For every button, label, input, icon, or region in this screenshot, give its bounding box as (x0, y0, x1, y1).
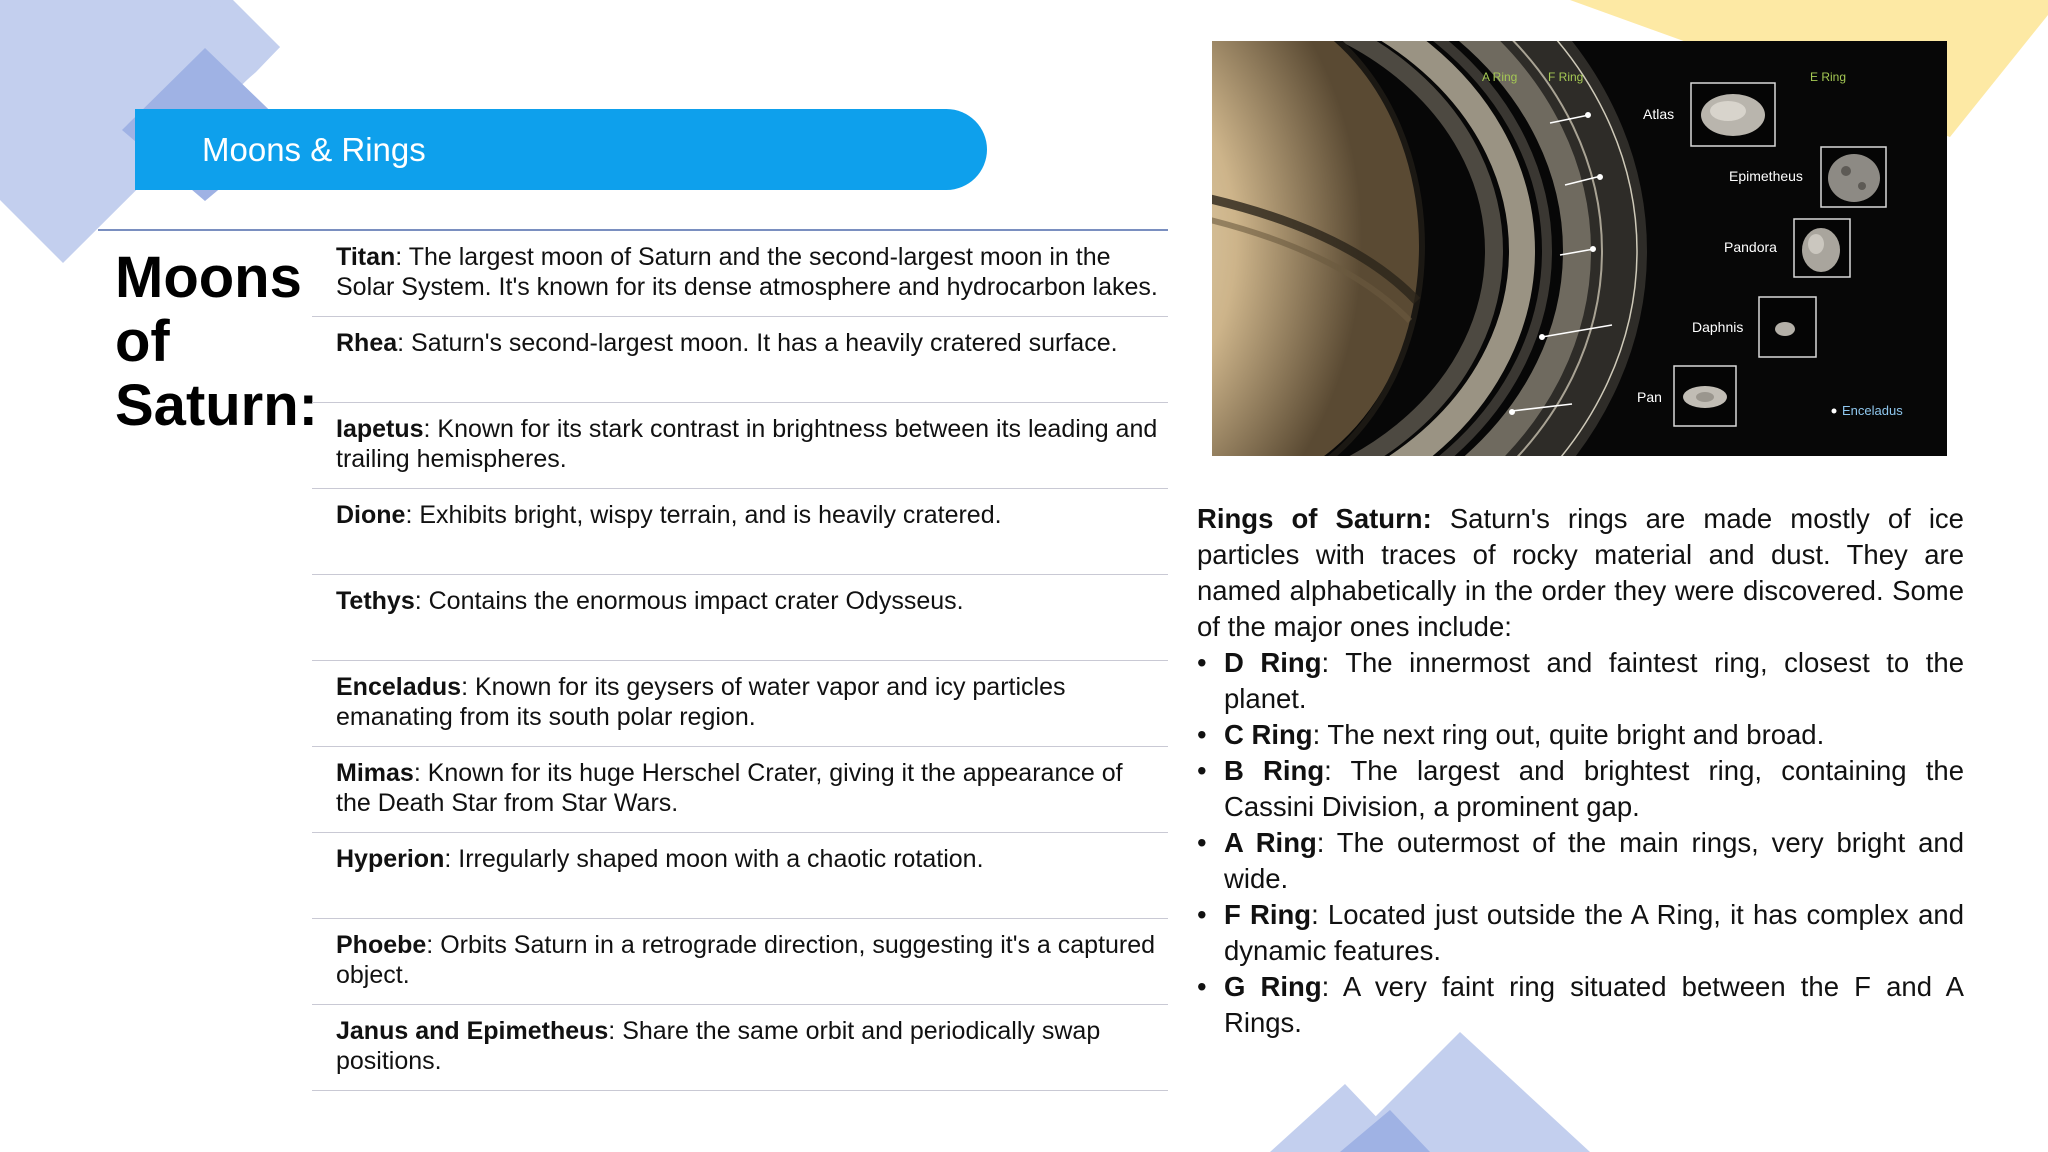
table-row (312, 317, 1168, 403)
table-row (312, 403, 1168, 489)
moon-entry (336, 414, 1160, 474)
bullet-icon: • (1197, 827, 1207, 858)
moon-name: Dione (336, 501, 406, 529)
moon-name: Hyperion (336, 845, 445, 873)
pandora-label: Pandora (1724, 239, 1777, 255)
ring-description: : Located just outside the A Ring, it has complex and dynamic features. (1224, 899, 1964, 966)
atlas-thumbnail (1691, 83, 1775, 146)
moon-entry (336, 242, 1160, 302)
moons-heading-line-3: Saturn: (115, 373, 318, 438)
moon-entry (336, 500, 1160, 530)
moon-description: : Known for its geysers of water vapor and icy particles emanating from its south polar region. (336, 673, 1066, 731)
rings-heading: Rings of Saturn: (1197, 503, 1432, 534)
ring-name: G Ring (1224, 971, 1322, 1002)
moon-description: : Irregularly shaped moon with a chaotic rotation. (444, 845, 984, 873)
list-item (1197, 825, 1964, 897)
moons-heading-line-1: Moons (115, 245, 302, 310)
bullet-icon: • (1197, 899, 1207, 930)
moon-description: : Share the same orbit and periodically swap positions. (336, 1017, 1101, 1075)
ring-name: C Ring (1224, 719, 1313, 750)
list-item (1197, 753, 1964, 825)
epimetheus-label: Epimetheus (1729, 168, 1803, 184)
moon-name: Iapetus (336, 415, 424, 443)
daphnis-label: Daphnis (1692, 319, 1744, 335)
ring-description: : The largest and brightest ring, containing the Cassini Division, a prominent gap. (1224, 755, 1964, 822)
moon-entry (336, 328, 1160, 358)
moon-entry (336, 930, 1160, 990)
table-row (312, 489, 1168, 575)
rings-description (1197, 501, 1964, 1041)
rings-list (1197, 645, 1964, 1041)
ring-description: : The outermost of the main rings, very bright and wide. (1224, 827, 1964, 894)
table-row (312, 575, 1168, 661)
moon-name: Mimas (336, 759, 414, 787)
pan-label: Pan (1637, 389, 1662, 405)
ring-name: D Ring (1224, 647, 1322, 678)
moons-heading-line-2: of (115, 309, 170, 374)
e-ring-label: E Ring (1810, 70, 1847, 84)
moons-table (312, 231, 1168, 1091)
pandora-thumbnail (1794, 219, 1850, 277)
bullet-icon: • (1197, 755, 1207, 786)
table-row (312, 747, 1168, 833)
moon-name: Titan (336, 243, 396, 271)
list-item (1197, 645, 1964, 717)
enceladus-label: Enceladus (1842, 403, 1903, 418)
bullet-icon: • (1197, 971, 1207, 1002)
moon-name: Phoebe (336, 931, 427, 959)
daphnis-thumbnail (1759, 297, 1816, 357)
moon-entry (336, 844, 1160, 874)
ring-name: A Ring (1224, 827, 1317, 858)
ring-description: : The innermost and faintest ring, closest to the planet. (1224, 647, 1964, 714)
moon-entry (336, 672, 1160, 732)
epimetheus-thumbnail (1821, 147, 1886, 207)
f-ring-label: F Ring (1548, 70, 1584, 84)
table-row (312, 231, 1168, 317)
bullet-icon: • (1197, 719, 1207, 750)
moon-name: Rhea (336, 329, 398, 357)
rings-intro-text: Saturn's rings are made mostly of ice particles with traces of rocky material and dust. They are named alphabetically in the order they were discovered. Some of the major ones include: (1197, 503, 1964, 642)
ring-description: : A very faint ring situated between the F and A Rings. (1224, 971, 1964, 1038)
atlas-label: Atlas (1643, 106, 1675, 122)
ring-description: : The next ring out, quite bright and broad. (1312, 719, 1825, 750)
bullet-icon: • (1197, 647, 1207, 678)
pan-thumbnail (1674, 366, 1736, 426)
moons-heading (115, 246, 318, 438)
ring-name: F Ring (1224, 899, 1312, 930)
moon-description: : The largest moon of Saturn and the second-largest moon in the Solar System. It's known for its dense atmosphere and hydrocarbon lakes. (336, 243, 1158, 301)
moon-description: : Contains the enormous impact crater Odysseus. (414, 587, 964, 615)
moon-entry (336, 1016, 1160, 1076)
moon-entry (336, 758, 1160, 818)
list-item (1197, 969, 1964, 1041)
moon-description: : Exhibits bright, wispy terrain, and is heavily cratered. (405, 501, 1002, 529)
moon-description: : Known for its huge Herschel Crater, giving it the appearance of the Death Star from Star Wars. (336, 759, 1123, 817)
moon-entry (336, 586, 1160, 616)
table-row (312, 833, 1168, 919)
section-banner (135, 109, 987, 190)
moon-name: Janus and Epimetheus (336, 1017, 609, 1045)
moon-name: Enceladus (336, 673, 462, 701)
rings-intro (1197, 501, 1964, 645)
moon-description: : Saturn's second-largest moon. It has a heavily cratered surface. (397, 329, 1118, 357)
table-row (312, 661, 1168, 747)
moon-description: : Known for its stark contrast in brightness between its leading and trailing hemispheres. (336, 415, 1158, 473)
saturn-rings-photo (1212, 41, 1947, 456)
a-ring-label: A Ring (1482, 70, 1518, 84)
list-item (1197, 717, 1964, 753)
moon-name: Tethys (336, 587, 415, 615)
banner-title: Moons & Rings (202, 131, 426, 168)
moon-description: : Orbits Saturn in a retrograde direction, suggesting it's a captured object. (336, 931, 1156, 989)
list-item (1197, 897, 1964, 969)
table-row (312, 1005, 1168, 1091)
ring-name: B Ring (1224, 755, 1325, 786)
table-row (312, 919, 1168, 1005)
